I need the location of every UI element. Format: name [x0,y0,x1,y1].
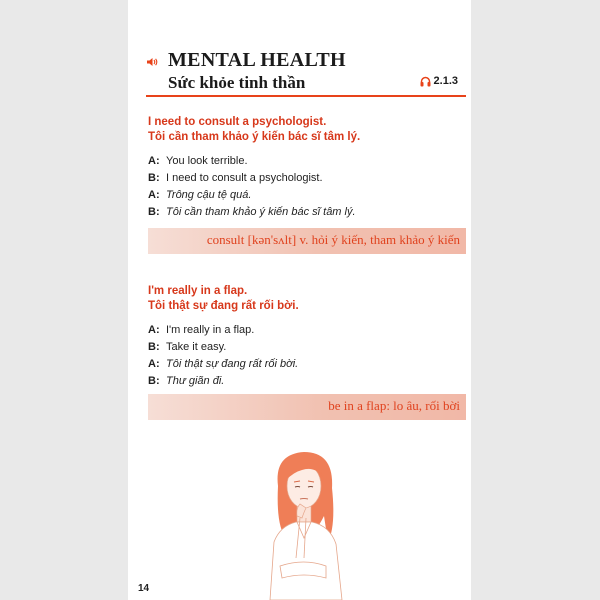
dialogue-text: You look terrible. [166,155,248,167]
vocabulary-note: be in a flap: lo âu, rối bời [328,398,460,413]
track-number: 2.1.3 [433,75,458,87]
phrase-vietnamese: Tôi thật sự đang rất rối bời. [148,300,299,312]
dialogue-text: Trông cậu tệ quá. [166,189,252,201]
dialogue-text: I need to consult a psychologist. [166,172,323,184]
speaker-label: B: [148,375,160,387]
speaker-label: A: [148,189,160,201]
phrase-vietnamese: Tôi cần tham khảo ý kiến bác sĩ tâm lý. [148,131,361,143]
speaker-label: B: [148,206,160,218]
dialogue-line [148,153,470,170]
vocabulary-band-2 [148,394,466,420]
dialogue-line [148,373,470,390]
book-page [128,0,471,600]
chapter-title-vietnamese: Sức khỏe tinh thần [168,73,306,92]
header-divider [146,95,466,97]
dialogue-section-1 [148,115,470,221]
dialogue-line [148,170,470,187]
speaker-icon[interactable] [146,57,158,67]
speaker-label: A: [148,155,160,167]
speaker-label: A: [148,324,160,336]
speaker-label: B: [148,172,160,184]
dialogue-line [148,322,470,339]
dialogue-line [148,187,470,204]
woman-illustration [256,446,356,600]
dialogue-text: Thư giãn đi. [166,375,225,387]
dialogue-line [148,204,470,221]
speaker-label: A: [148,358,160,370]
phrase-english: I'm really in a flap. [148,285,248,297]
dialogue-line [148,356,470,373]
dialogue-text: Take it easy. [166,341,227,353]
audio-track[interactable] [420,75,458,87]
page-number: 14 [138,583,150,594]
dialogue-text: Tôi thật sự đang rất rối bời. [166,358,299,370]
vocabulary-band-1 [148,228,466,254]
speaker-label: B: [148,341,160,353]
chapter-title-english: MENTAL HEALTH [168,49,346,71]
dialogue-text: I'm really in a flap. [166,324,255,336]
dialogue-text: Tôi cần tham khảo ý kiến bác sĩ tâm lý. [166,206,356,218]
dialogue-line [148,339,470,356]
headphone-icon [420,76,431,87]
phrase-english: I need to consult a psychologist. [148,116,327,128]
vocabulary-note: consult [kən'sʌlt] v. hỏi ý kiến, tham khảo ý kiến [206,232,460,247]
dialogue-section-2 [148,284,470,390]
